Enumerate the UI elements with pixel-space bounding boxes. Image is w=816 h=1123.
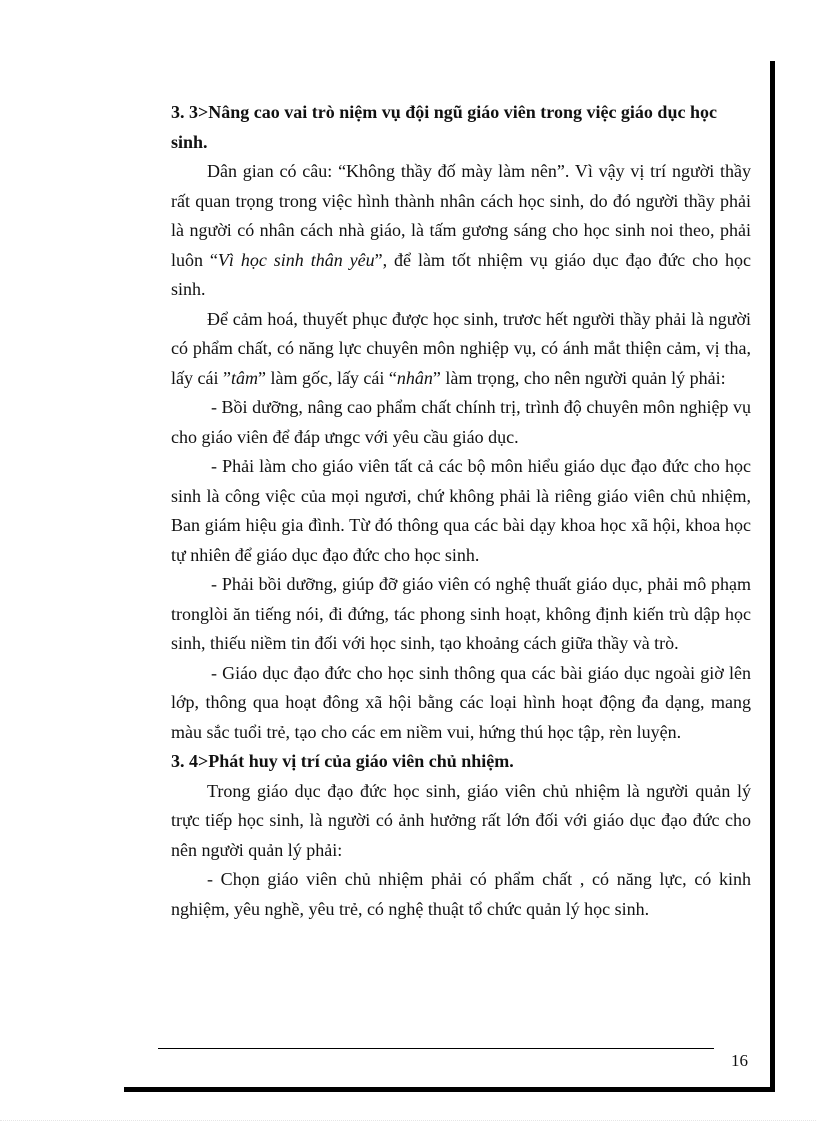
document-body [171,98,751,924]
paragraph-text: Để cảm hoá, thuyết phục được học sinh, trươc hết người thầy phải là người có phẩm chất, có năng lực chuyên môn nghiệp vụ, có ánh mắt thiện cảm, vị tha, lấy cái ” [171,308,751,388]
bullet-item: - Giáo dục đạo đức cho học sinh thông qua các bài giáo dục ngoài giờ lên lớp, thông qua hoạt đông xã hội bằng các loại hình hoạt động đa dạng, mang màu sắc tuổi trẻ, tạo cho các em niềm vui, hứng thú học tập, rèn luyện. [171,662,751,742]
emphasis-text: nhân [396,367,433,388]
paragraph-text: ” làm gốc, lấy cái “ [257,367,397,388]
paragraph [171,305,751,394]
footer-rule [158,1048,714,1049]
paragraph-text: ”, để làm tốt nhiệm vụ giáo dục đạo đức cho học sinh. [171,249,751,299]
bullet-item: - Bồi dưỡng, nâng cao phẩm chất chính trị, trình độ chuyên môn nghiệp vụ cho giáo viên để đáp ưngc với yêu cầu giáo dục. [171,397,751,447]
emphasis-text: Vì học sinh thân yêu [217,249,375,270]
emphasis-text: tâm [230,367,258,388]
page-break-line [0,1120,816,1121]
section-heading: 3. 3>Nâng cao vai trò niệm vụ đội ngũ giáo viên trong việc giáo dục học sinh. [171,102,717,152]
paragraph [171,157,751,305]
page-number: 16 [731,1051,748,1070]
paragraph-text: Dân gian có câu: “Không thầy đố mày làm nên”. Vì vậy vị trí người thầy rất quan trọng trong việc hình thành nhân cách học sinh, do đó người thầy phải là người có nhân cách nhà giáo, là tấm gương sáng cho học sinh noi theo, phải luôn “ [171,161,751,270]
paragraph-text: ” làm trọng, cho nên người quản lý phải: [432,367,726,388]
section-heading: 3. 4>Phát huy vị trí của giáo viên chủ nhiệm. [171,751,514,771]
bullet-item: - Phải làm cho giáo viên tất cả các bộ môn hiểu giáo dục đạo đức cho học sinh là công việc của mọi ngươi, chứ không phải là riêng giáo viên chủ nhiệm, Ban giám hiệu gia đình. Từ đó thông qua các bài dạy khoa học xã hội, khoa học tự nhiên để giáo dục đạo đức cho học sinh. [171,456,751,565]
bullet-item: - Chọn giáo viên chủ nhiệm phải có phẩm chất , có năng lực, có kinh nghiệm, yêu nghề, yêu trẻ, có nghệ thuật tổ chức quản lý học sinh. [171,869,751,919]
bullet-item: - Phải bồi dưỡng, giúp đỡ giáo viên có nghệ thuất giáo dục, phải mô phạm tronglòi ăn tiếng nói, đi đứng, tác phong sinh hoạt, không định kiến trù dập học sinh, thiếu niềm tin đối với học sinh, tạo khoảng cách giữa thầy và trò. [171,574,751,653]
paragraph: Trong giáo dục đạo đức học sinh, giáo viên chủ nhiệm là người quản lý trực tiếp học sinh, là người có ảnh hưởng rất lớn đối với giáo dục đạo đức cho nên người quản lý phải: [171,780,751,860]
